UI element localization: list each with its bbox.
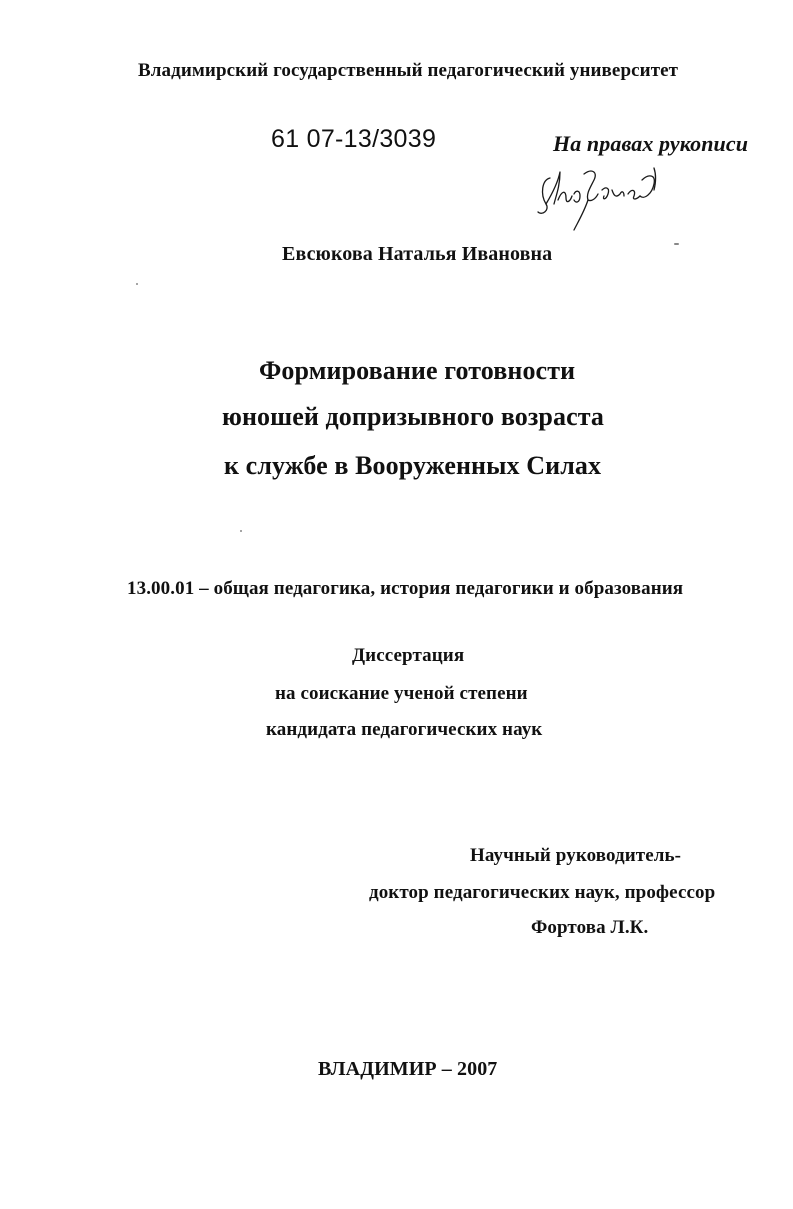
manuscript-rights-note: На правах рукописи	[553, 131, 749, 156]
scan-speck	[240, 530, 242, 532]
dissertation-title-line-2: юношей допризывного возраста	[222, 402, 605, 431]
document-type: Диссертация	[352, 645, 465, 666]
dissertation-title-line-3: к службе в Вооруженных Силах	[224, 451, 602, 480]
scan-speck	[674, 243, 679, 245]
degree-line-2: кандидата педагогических наук	[266, 719, 543, 740]
supervisor-name: Фортова Л.К.	[531, 917, 649, 938]
author-name: Евсюкова Наталья Ивановна	[282, 243, 553, 265]
dissertation-title-line-1: Формирование готовности	[259, 356, 576, 385]
supervisor-title: доктор педагогических наук, профессор	[369, 882, 716, 903]
author-signature	[536, 160, 676, 238]
catalog-code: 61 07-13/3039	[271, 125, 437, 153]
specialty-code: 13.00.01 – общая педагогика, история педагогики и образования	[127, 578, 684, 599]
university-name: Владимирский государственный педагогический университет	[138, 60, 679, 81]
city-year: ВЛАДИМИР – 2007	[318, 1058, 498, 1080]
supervisor-role: Научный руководитель-	[470, 845, 682, 866]
degree-line-1: на соискание ученой степени	[275, 683, 528, 704]
scan-speck	[136, 283, 138, 285]
